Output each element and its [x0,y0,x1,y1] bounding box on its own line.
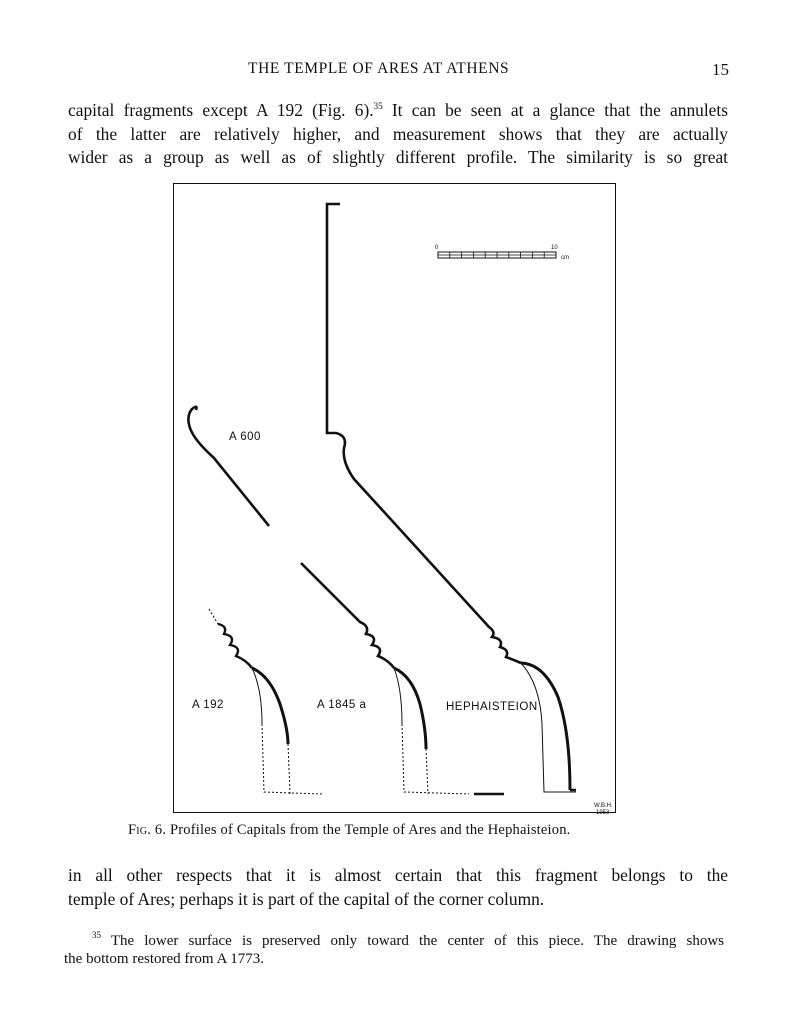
label-a1845: A 1845 a [317,699,367,711]
profile-drawing [174,184,617,814]
paragraph-2 [68,864,728,911]
paragraph-1-line-3: wider as a group as well as of slightly different profile. The similarity is so great [68,147,728,167]
paragraph-2-line-1: in all other respects that it is almost certain that this fragment belongs to the [68,865,728,885]
a1845-profile [301,563,504,794]
a600-profile [188,407,269,526]
footnote-line-1-text: The lower surface is preserved only toward the center of this piece. The drawing shows [101,933,724,949]
label-a600: A 600 [229,431,261,443]
caption-text: Profiles of Capitals from the Temple of Ares and the Hephaisteion. [169,822,571,838]
scale-zero-label: 0 [435,245,439,251]
footnote-reference: 35 [373,101,383,111]
footnote-number: 35 [92,930,101,940]
figure-6-capital-profiles [173,183,616,813]
paragraph-1-line-1 [68,95,728,123]
caption-label: Fig. 6. [128,822,167,838]
paragraph-1-line-1-text-b: It can be seen at a glance that the annulets [382,100,728,120]
footnote-line-1 [64,926,724,950]
paragraph-1-line-1-text-a: capital fragments except A 192 (Fig. 6). [68,100,374,120]
running-title: THE TEMPLE OF ARES AT ATHENS [248,60,510,77]
paragraph-2-line-2: temple of Ares; perhaps it is part of the capital of the corner column. [68,888,545,909]
page-number: 15 [712,60,729,79]
a192-profile [209,609,322,794]
scale-ten-label: 10 [551,245,558,251]
drafter-year: 1953 [596,810,610,814]
page-header [0,60,789,84]
footnote-35 [64,926,724,968]
scale-unit-label: cm [561,255,569,261]
footnote-line-2: the bottom restored from A 1773. [64,951,264,967]
figure-caption [128,822,688,839]
drafter-initials: W.B.H. [594,803,613,809]
label-hephaisteion: HEPHAISTEION [446,701,538,713]
paragraph-1 [68,95,728,170]
paragraph-1-line-2: of the latter are relatively higher, and measurement shows that they are actually [68,123,728,144]
label-a192: A 192 [192,699,224,711]
scale-bar [435,245,569,261]
